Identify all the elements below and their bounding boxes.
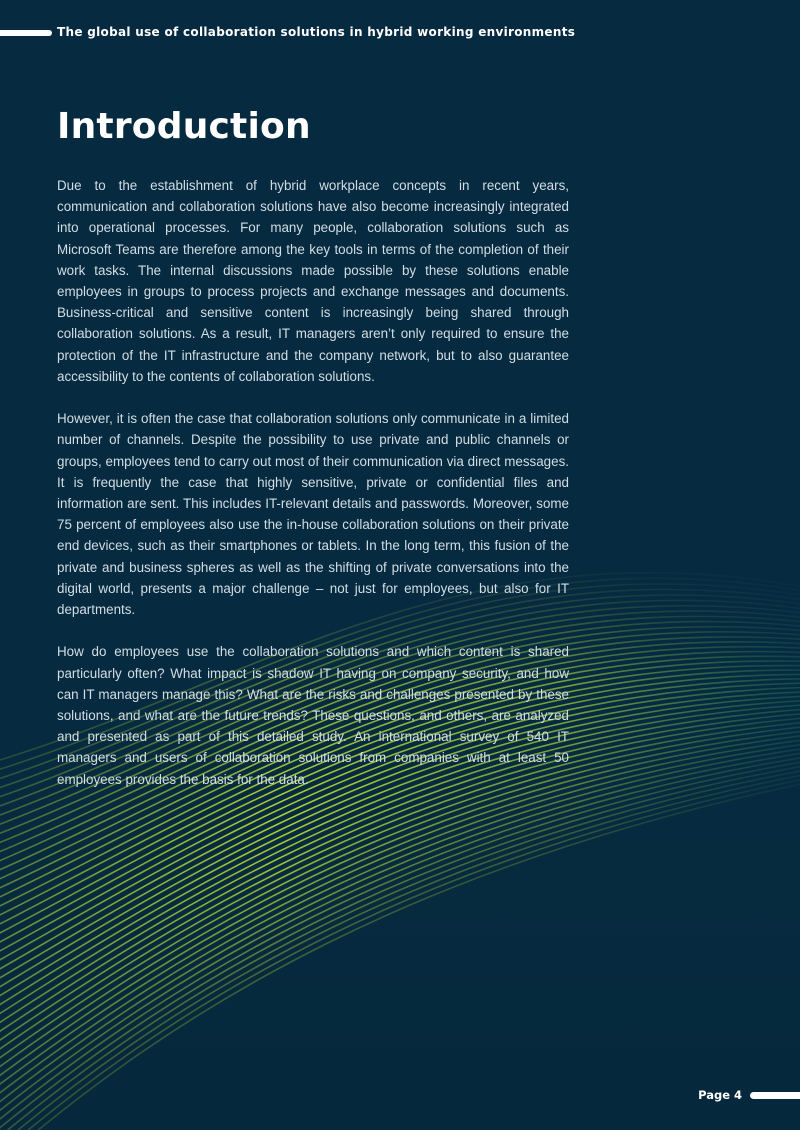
wave-line: [0, 759, 800, 1130]
footer-accent-bar: [750, 1092, 800, 1099]
page-number: Page 4: [698, 1088, 742, 1102]
header-accent-bar: [0, 30, 52, 36]
paragraph-2: However, it is often the case that collaboration solutions only communicate in a limited number of channels. Despite the possibility to use private and public channels or groups, employees tend to carry out most of their communication via direct messages. It is frequently the case that highly sensitive, private or confidential files and information are sent. This includes IT-relevant details and passwords. Moreover, some 75 percent of employees also use the in-house collaboration solutions on their private end devices, such as their smartphones or tablets. In the long term, this fusion of the private and business spheres as well as the shifting of private conversations into the digital world, presents a major challenge – not just for employees, but also for IT departments.: [57, 411, 569, 618]
paragraph-1: Due to the establishment of hybrid workplace concepts in recent years, communication and collaboration solutions have also become increasingly integrated into operational processes. For many people, collaboration solutions such as Microsoft Teams are therefore among the key tools in terms of the completion of their work tasks. The internal discussions made possible by these solutions enable employees in groups to process projects and exchange messages and documents. Business-critical and sensitive content is increasingly being shared through collaboration solutions. As a result, IT managers aren’t only required to ensure the protection of the IT infrastructure and the company network, but to also guarantee accessibility to the contents of collaboration solutions.: [57, 178, 569, 384]
section-heading: Introduction: [57, 106, 311, 147]
paragraph-3: How do employees use the collaboration solutions and which content is shared particularly often? What impact is shadow IT having on company security, and how can IT managers manage this? What are the risks and challenges presented by these solutions, and what are the future trends? These questions, and others, are analyzed and presented as part of this detailed study. An international survey of 540 IT managers and users of collaboration solutions from companies with at least 50 employees provides the basis for the data.: [57, 644, 569, 787]
body-text: [57, 175, 569, 811]
wave-line: [0, 780, 800, 1130]
document-header-title: The global use of collaboration solutions in hybrid working environments: [57, 25, 576, 39]
